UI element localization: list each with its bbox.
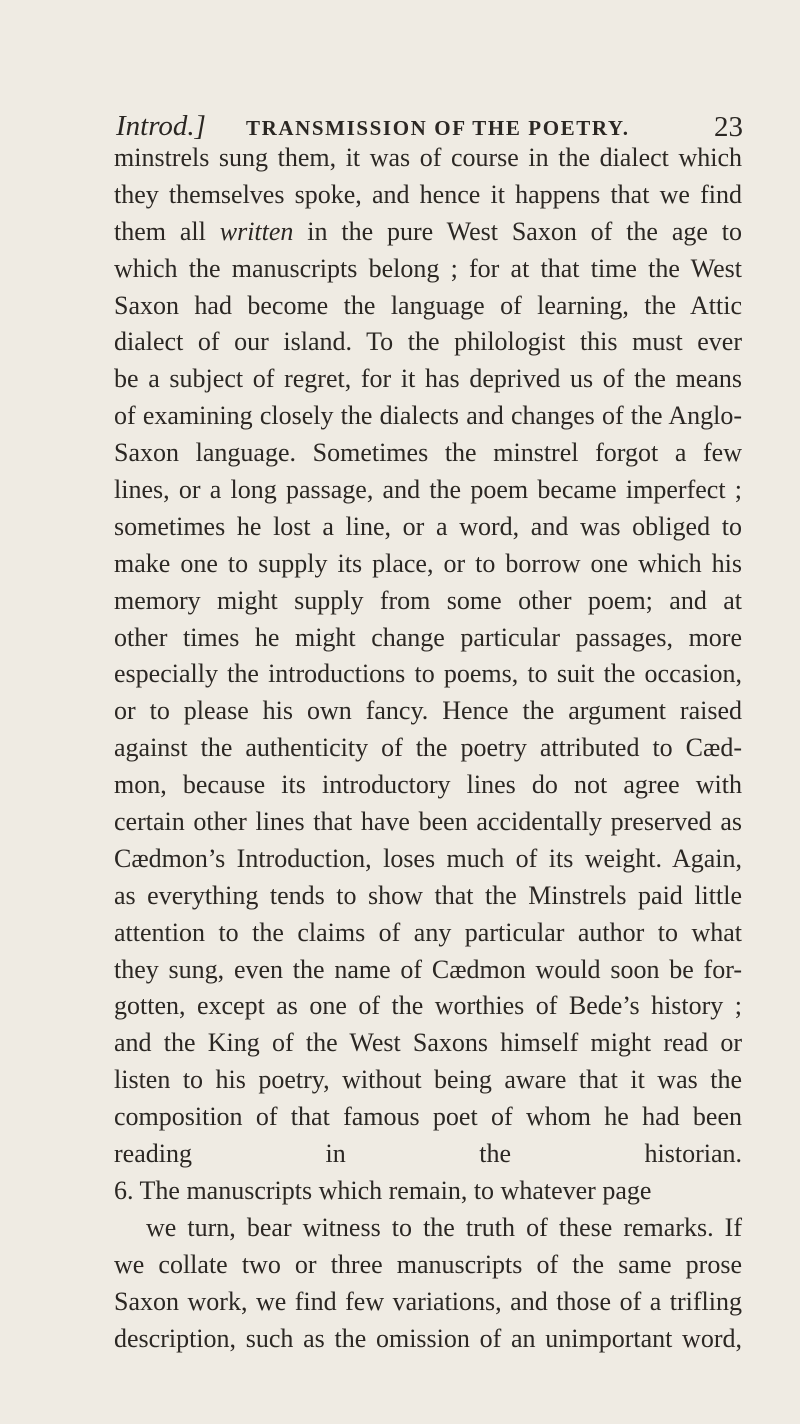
text-fragment: them all xyxy=(114,216,206,246)
text-line: sometimes he lost a line, or a word, and was obliged to xyxy=(114,511,742,541)
text-line: reading in the historian. xyxy=(114,1139,742,1169)
text-fragment: in the pure West Saxon of the age to xyxy=(307,216,743,246)
text-line: mon, because its introductory lines do not agree with xyxy=(114,770,742,800)
text-line: make one to supply its place, or to borrow one which his xyxy=(114,548,742,578)
text-line xyxy=(114,214,742,251)
text-line: we collate two or three manuscripts of the same prose xyxy=(114,1249,742,1279)
text-line: composition of that famous poet of whom he had been xyxy=(114,1102,742,1132)
text-line: against the authenticity of the poetry attributed to Cæd- xyxy=(114,733,742,763)
paragraph-end-line: 6. The manuscripts which remain, to whatever page xyxy=(114,1175,652,1205)
text-line: gotten, except as one of the worthies of Bede’s history ; xyxy=(114,991,742,1021)
page-number: 23 xyxy=(714,111,743,143)
chapter-title: TRANSMISSION OF THE POETRY. xyxy=(246,116,630,140)
text-line: they sung, even the name of Cædmon would soon be for- xyxy=(114,954,742,984)
paragraph-start-line: we turn, bear witness to the truth of these remarks. If xyxy=(146,1212,742,1242)
text-line: be a subject of regret, for it has deprived us of the means xyxy=(114,364,742,394)
text-line: they themselves spoke, and hence it happens that we find xyxy=(114,179,742,209)
text-line: attention to the claims of any particular author to what xyxy=(114,917,742,947)
text-line: memory might supply from some other poem; and at xyxy=(114,585,742,615)
text-line: especially the introductions to poems, to suit the occasion, xyxy=(114,659,742,689)
text-line: listen to his poetry, without being aware that it was the xyxy=(114,1065,742,1095)
text-line: as everything tends to show that the Minstrels paid little xyxy=(114,880,742,910)
text-line: Saxon language. Sometimes the minstrel forgot a few xyxy=(114,438,742,468)
text-line: or to please his own fancy. Hence the argument raised xyxy=(114,696,742,726)
text-line: and the King of the West Saxons himself might read or xyxy=(114,1028,742,1058)
text-line: Saxon work, we find few variations, and those of a trifling xyxy=(114,1286,742,1316)
text-line: Saxon had become the language of learning, the Attic xyxy=(114,290,742,320)
emphasis-word: written xyxy=(219,216,294,246)
text-line xyxy=(114,1357,742,1394)
text-line: of examining closely the dialects and changes of the Anglo- xyxy=(114,401,742,431)
text-line: lines, or a long passage, and the poem became imperfect ; xyxy=(114,475,742,505)
section-label: Introd.] xyxy=(116,110,206,142)
body-text xyxy=(114,140,742,1394)
text-line: which the manuscripts belong ; for at that time the West xyxy=(114,253,742,283)
text-line: minstrels sung them, it was of course in the dialect which xyxy=(114,143,742,172)
text-line: other times he might change particular passages, more xyxy=(114,622,742,652)
text-line: description, such as the omission of an unimportant word, xyxy=(114,1323,742,1353)
text-line: dialect of our island. To the philologist this must ever xyxy=(114,327,742,357)
text-line: Cædmon’s Introduction, loses much of its weight. Again, xyxy=(114,843,742,873)
text-line: certain other lines that have been accidentally preserved as xyxy=(114,807,742,837)
